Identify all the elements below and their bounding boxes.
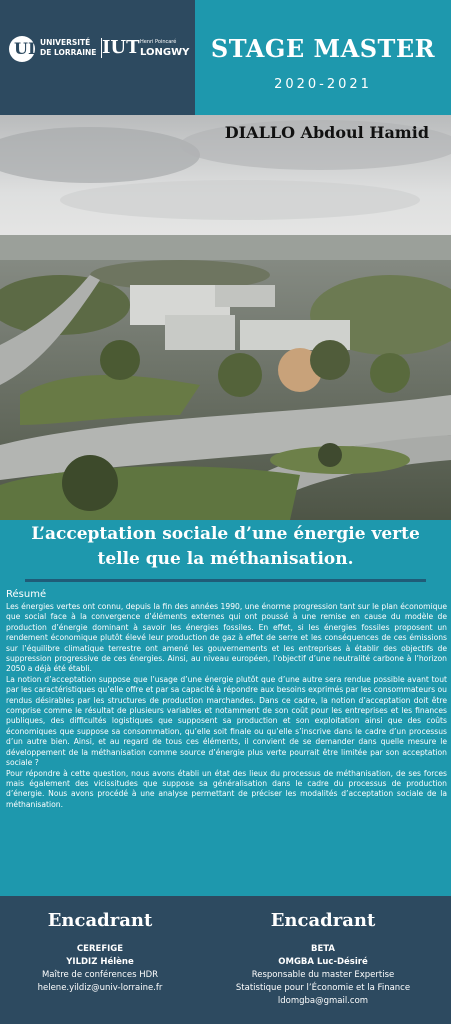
supervisor-heading: Encadrant <box>47 910 153 931</box>
author-name: DIALLO Abdoul Hamid <box>224 123 429 142</box>
supervisor-org: CEREFIGE <box>76 944 124 954</box>
supervisor-left <box>0 910 200 995</box>
subject-divider <box>25 579 426 582</box>
university-name-line1: UNIVERSITÉ <box>40 38 91 47</box>
campus-aerial-photo <box>0 115 451 520</box>
abstract-paragraph: La notion d’acceptation suppose que l’usage d’une énergie plutôt que d’une autre sera rendue possible avant tout par les caractéristiques qu’elle offre et par sa capacité à répondre aux besoins exprimés par les consommateurs ou rendus désirables par les structures de production marchandes. Dans ce cadre, la notion d’acceptation doit être comprise comme le résultat de plusieurs variables et notamment de son coût pour les entreprises et les finances publiques, des difficultés logistiques que supposent sa production et son exploitation ainsi que des coûts économiques que suppose sa consommation, qu’elle soit finale ou qu’elle s’inscrive dans le cadre d’un processus d’un autre bien. Ainsi, et au regard de tous ces éléments, il convient de se demander dans quelle mesure le développement de la méthanisation comme source d’énergie plus verte pourrait être limitée par son acceptation sociale ? <box>6 674 447 768</box>
header <box>0 0 451 115</box>
supervisor-email[interactable]: helene.yildiz@univ-lorraine.fr <box>37 983 163 993</box>
supervisor-right <box>195 910 451 1008</box>
photo-illustration <box>0 115 451 520</box>
subject-line1: L’acceptation sociale d’une énergie verte <box>31 524 420 544</box>
supervisor-role: Maître de conférences HDR <box>41 970 159 980</box>
abstract-paragraph: Pour répondre à cette question, nous avons établi un état des lieux du processus de méthanisation, de ses forces mais également des vicissitudes que suppose sa généralisation dans le cadre du processus de production d’énergie. Nous avons procédé à une analyse permettant de préciser les modalités d’acceptation sociale de la méthanisation. <box>6 768 447 809</box>
abstract-paragraph: Les énergies vertes ont connu, depuis la fin des années 1990, une énorme progression tant sur le plan économique que social face à la convergence d’éléments externes qui ont poussé à une remise en cause du modèle de production d’énergie dominant à savoir les énergies fossiles. En effet, si les énergies fossiles proposent un rendement économique plutôt élevé leur production de gaz à effet de serre et les conséquences de ces émissions sur l’équilibre climatique terrestre ont amené les gouvernements et les entreprises à établir des objectifs de suppression progressive de ces énergies. Ainsi, au niveau européen, l’objectif d’une neutralité carbone à l’horizon 2050 a déjà été établi. <box>6 602 447 674</box>
iut-subtitle: Henri Poincaré <box>140 39 177 45</box>
supervisor-name: OMGBA Luc-Désiré <box>278 957 368 967</box>
thesis-subject <box>0 522 451 572</box>
iut-logo: IUT <box>102 37 140 58</box>
title-panel <box>195 0 451 115</box>
supervisor-email[interactable]: ldomgba@gmail.com <box>277 996 369 1006</box>
poster-title: STAGE MASTER <box>210 34 436 63</box>
supervisor-heading: Encadrant <box>270 910 376 931</box>
logo-panel <box>0 0 195 115</box>
academic-year: 2020-2021 <box>274 77 372 92</box>
subject-line2: telle que la méthanisation. <box>97 549 354 569</box>
abstract-title: Résumé <box>6 589 47 600</box>
university-name-line2: DE LORRAINE <box>40 48 97 57</box>
supervisor-org: BETA <box>310 944 335 954</box>
abstract-section <box>6 589 447 810</box>
university-logo-text <box>40 38 96 58</box>
supervisor-role-line2: Statistique pour l’Économie et la Finance <box>235 983 411 993</box>
university-logo-icon: UL <box>9 36 35 62</box>
supervisor-role-line1: Responsable du master Expertise <box>251 970 395 980</box>
supervisor-name: YILDIZ Hélène <box>66 957 134 967</box>
abstract-body <box>6 602 447 810</box>
iut-city: LONGWY <box>140 47 190 58</box>
footer <box>0 896 451 1024</box>
